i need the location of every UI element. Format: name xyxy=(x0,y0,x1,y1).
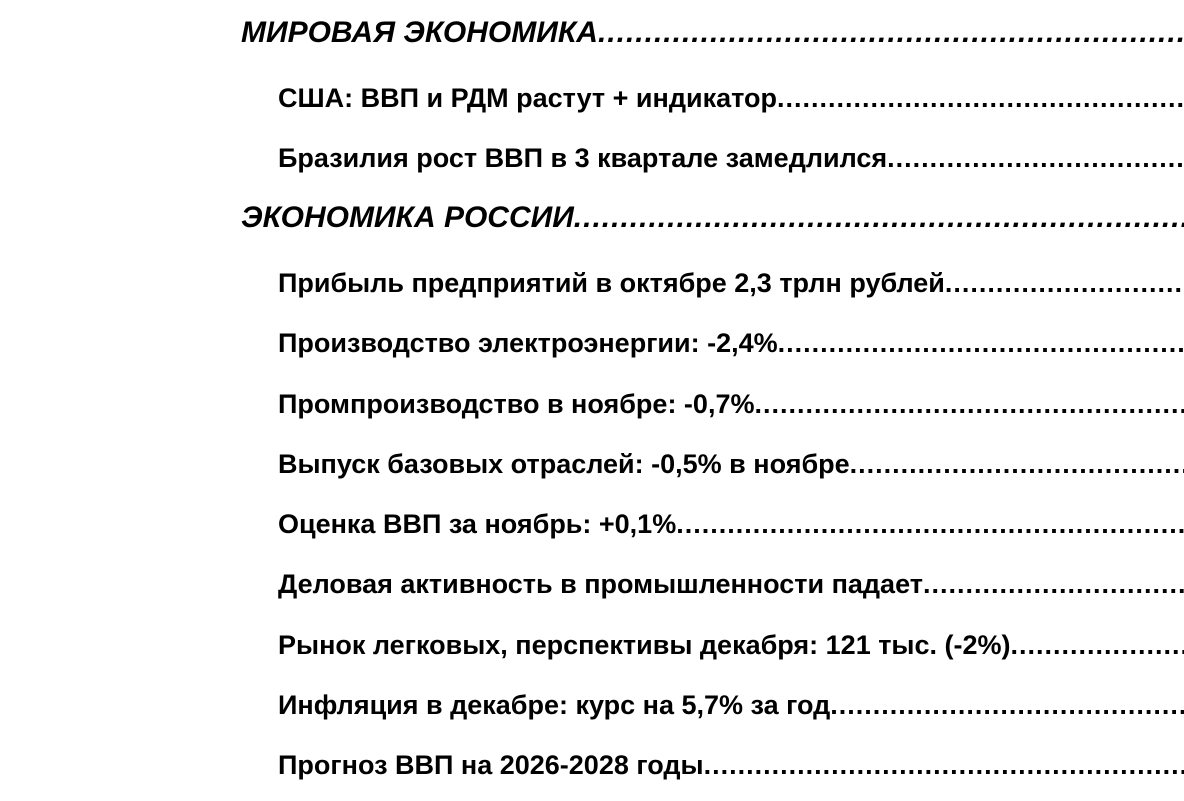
toc-dot-leader xyxy=(778,323,1184,363)
toc-dot-leader xyxy=(830,685,1184,725)
toc-section-world-economy[interactable] xyxy=(241,13,1184,53)
toc-item[interactable] xyxy=(278,564,1184,604)
toc-section-title: ЭКОНОМИКА РОССИИ xyxy=(241,201,574,234)
toc-item-title: Производство электроэнергии: -2,4% xyxy=(278,328,778,358)
toc-item[interactable] xyxy=(278,745,1184,785)
toc-dot-leader xyxy=(704,745,1184,785)
toc-dot-leader xyxy=(923,564,1184,604)
toc-item-title: Деловая активность в промышленности падает xyxy=(278,569,923,599)
toc-dot-leader xyxy=(777,78,1184,118)
toc-item[interactable] xyxy=(278,384,1184,424)
toc-dot-leader xyxy=(850,444,1184,484)
toc-item-title: Прибыль предприятий в октябре 2,3 трлн рублей xyxy=(278,268,945,298)
toc-dot-leader xyxy=(574,198,1184,238)
toc-dot-leader xyxy=(945,263,1184,303)
toc-dot-leader xyxy=(887,138,1184,178)
toc-item[interactable] xyxy=(278,323,1184,363)
toc-item[interactable] xyxy=(278,685,1184,725)
toc-dot-leader xyxy=(676,504,1184,544)
toc-item-title: Прогноз ВВП на 2026-2028 годы xyxy=(278,750,704,780)
toc-item[interactable] xyxy=(278,138,1184,178)
toc-item[interactable] xyxy=(278,78,1184,118)
toc-item[interactable] xyxy=(278,263,1184,303)
toc-section-title: МИРОВАЯ ЭКОНОМИКА xyxy=(241,16,598,49)
toc-item-title: Промпроизводство в ноябре: -0,7% xyxy=(278,389,755,419)
toc-item[interactable] xyxy=(278,625,1184,665)
toc-dot-leader xyxy=(754,384,1184,424)
toc-item-title: Инфляция в декабре: курс на 5,7% за год xyxy=(278,690,831,720)
toc-item-title: Выпуск базовых отраслей: -0,5% в ноябре xyxy=(278,449,850,479)
toc-item-title: Оценка ВВП за ноябрь: +0,1% xyxy=(278,509,677,539)
toc-item-title: Бразилия рост ВВП в 3 квартале замедлился xyxy=(278,143,888,173)
toc-section-russia-economy[interactable] xyxy=(241,198,1184,238)
toc-item-title: Рынок легковых, перспективы декабря: 121 тыс. (-2%) xyxy=(278,630,1011,660)
toc-item[interactable] xyxy=(278,444,1184,484)
toc-item[interactable] xyxy=(278,504,1184,544)
toc-dot-leader xyxy=(1011,625,1184,665)
toc-item-title: США: ВВП и РДМ растут + индикатор xyxy=(278,83,777,113)
toc-dot-leader xyxy=(598,13,1184,53)
